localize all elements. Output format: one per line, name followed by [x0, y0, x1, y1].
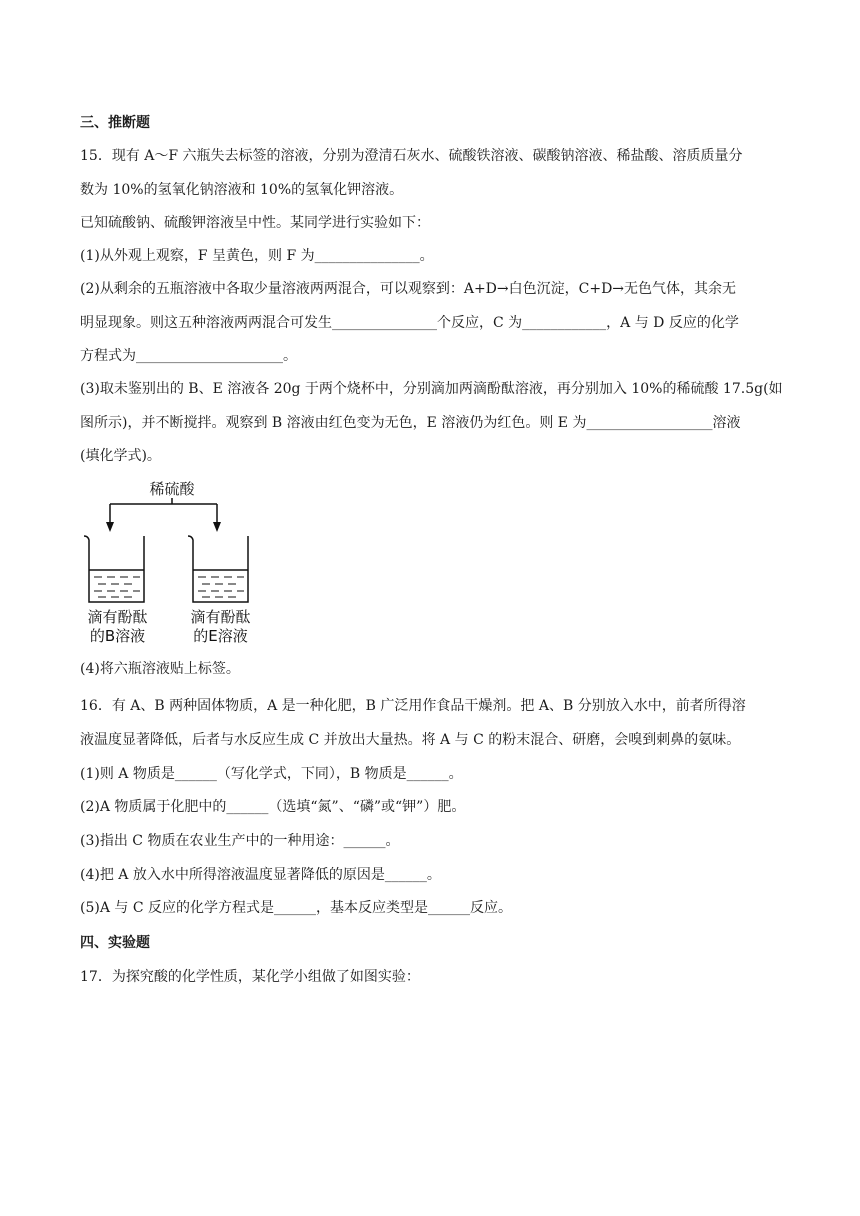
q16-text-line: 16．有 A、B 两种固体物质，A 是一种化肥，B 广泛用作食品干燥剂。把 A、B 分别放入水中，前者所得溶 [80, 698, 746, 714]
q15-part3-line: (填化学式)。 [80, 448, 161, 464]
q15-part1: (1)从外观上观察，F 呈黄色，则 F 为_______________。 [80, 248, 434, 264]
beaker-b-label-line: 的B溶液 [89, 627, 146, 645]
beaker-e-label-line: 的E溶液 [193, 627, 248, 645]
beaker-b-liquid [94, 577, 140, 597]
q16-part1: (1)则 A 物质是______（写化学式，下同），B 物质是______。 [80, 766, 463, 782]
q15-text-line: 15．现有 A～F 六瓶失去标签的溶液，分别为澄清石灰水、硫酸铁溶液、碳酸钠溶液、稀盐酸、溶质质量分 [80, 148, 743, 164]
q15-text-line: 数为 10%的氢氧化钠溶液和 10%的氢氧化钾溶液。 [80, 182, 404, 198]
arrow-head-b-icon [106, 522, 114, 532]
beaker-b-label [80, 608, 155, 646]
q15-part2-line: 方程式为_____________________。 [80, 348, 297, 364]
beaker-b [84, 536, 144, 602]
q16-part2: (2)A 物质属于化肥中的______（选填“氮”、“磷”或“钾”）肥。 [80, 799, 466, 815]
arrow-head-e-icon [213, 522, 221, 532]
q17-text-line: 17．为探究酸的化学性质，某化学小组做了如图实验： [80, 969, 420, 985]
section-heading-inference: 三、推断题 [80, 115, 150, 131]
q15-text-line: 已知硫酸钠、硫酸钾溶液呈中性。某同学进行实验如下： [80, 215, 430, 231]
q15-part3-line: 图所示)，并不断搅拌。观察到 B 溶液由红色变为无色，E 溶液仍为红色。则 E 为__________________溶液 [80, 415, 741, 431]
q15-part2-line: 明显现象。则这五种溶液两两混合可发生_______________个反应，C 为____________，A 与 D 反应的化学 [80, 315, 739, 331]
q16-text-line: 液温度显著降低，后者与水反应生成 C 并放出大量热。将 A 与 C 的粉末混合、研磨，会嗅到刺鼻的氨味。 [80, 732, 741, 748]
beaker-e-label-line: 滴有酚酞 [190, 608, 251, 626]
dilute-sulfuric-acid-label: 稀硫酸 [149, 480, 195, 498]
beaker-e [188, 536, 248, 602]
q16-part5: (5)A 与 C 反应的化学方程式是______，基本反应类型是______反应。 [80, 900, 513, 916]
beaker-figure [80, 478, 260, 653]
q15-part2-line: (2)从剩余的五瓶溶液中各取少量溶液两两混合，可以观察到：A+D→白色沉淀，C+D→无色气体，其余无 [80, 281, 737, 297]
beaker-e-liquid [198, 577, 244, 597]
beaker-b-label-line: 滴有酚酞 [87, 608, 148, 626]
q15-part3-line: (3)取未鉴别出的 B、E 溶液各 20g 于两个烧杯中，分别滴加两滴酚酞溶液，再分别加入 10%的稀硫酸 17.5g(如 [80, 381, 783, 397]
section-heading-experiment: 四、实验题 [80, 935, 150, 951]
q16-part4: (4)把 A 放入水中所得溶液温度显著降低的原因是______。 [80, 867, 441, 883]
q16-part3: (3)指出 C 物质在农业生产中的一种用途：______。 [80, 833, 400, 849]
q15-part4: (4)将六瓶溶液贴上标签。 [80, 661, 240, 677]
beaker-e-label [183, 608, 258, 646]
